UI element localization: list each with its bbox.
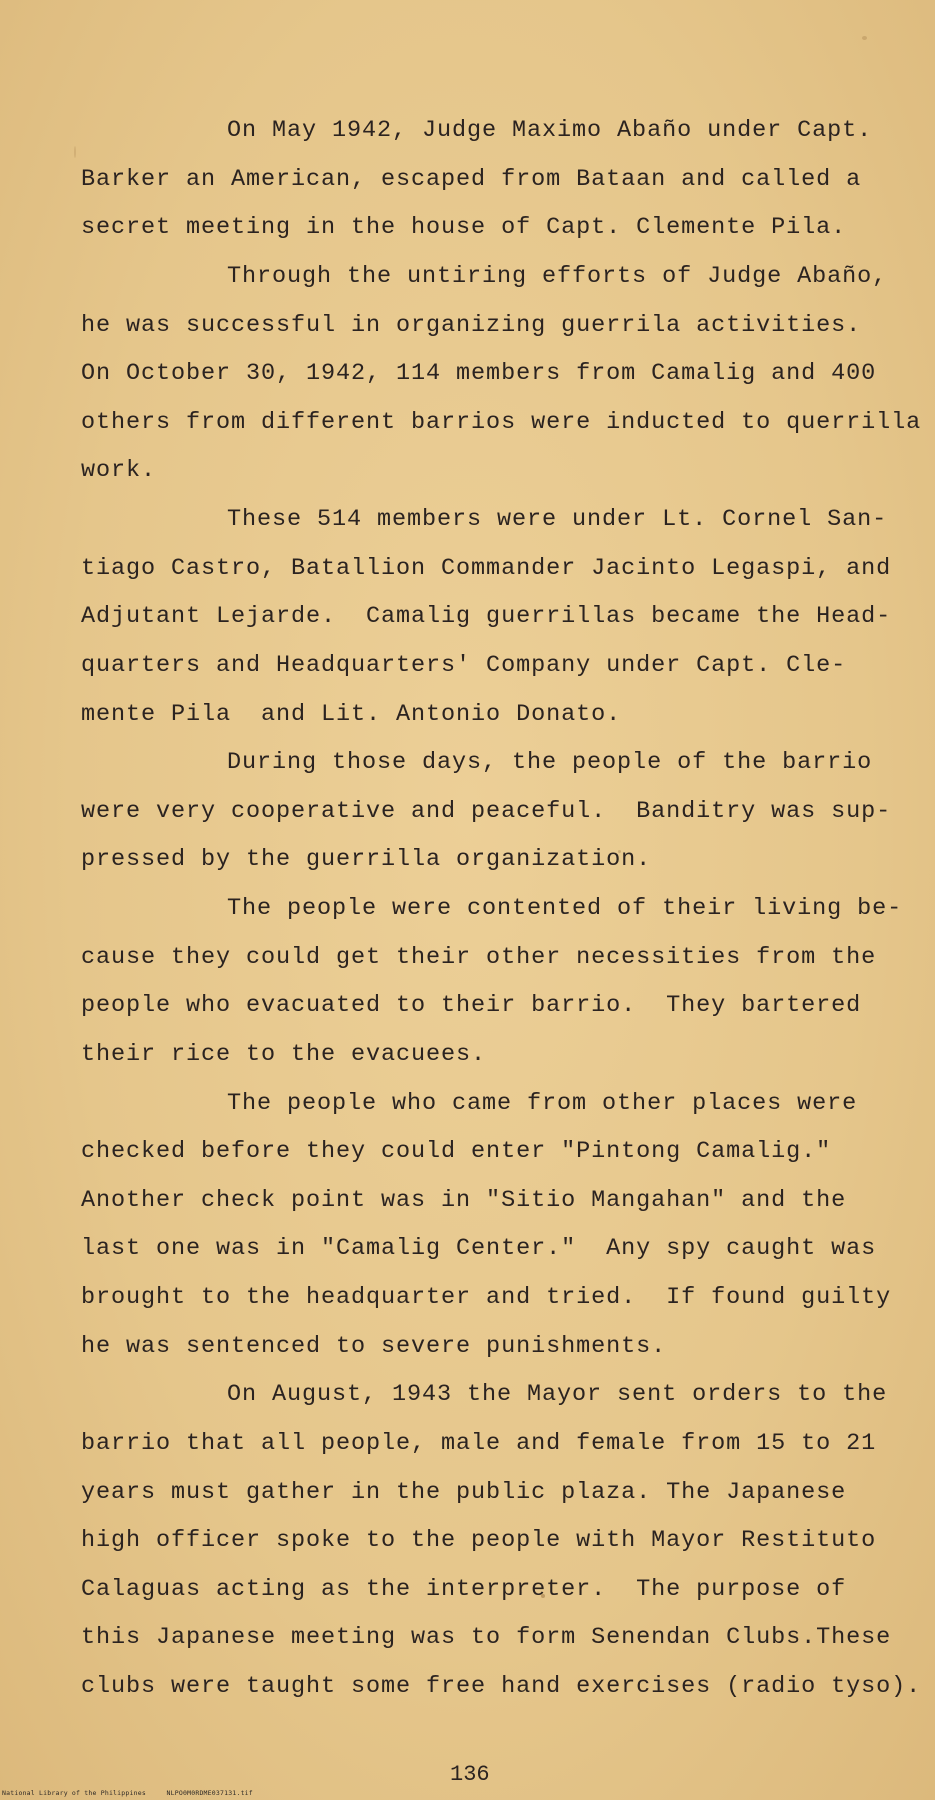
text-line: this Japanese meeting was to form Senendan Clubs.These: [81, 1624, 892, 1651]
text-line: he was sentenced to severe punishments.: [81, 1333, 667, 1360]
text-line: pressed by the guerrilla organization.: [81, 846, 652, 873]
page-number: 136: [450, 1762, 490, 1787]
text-line: years must gather in the public plaza. The Japanese: [81, 1479, 847, 1506]
text-line: cause they could get their other necessities from the: [81, 944, 877, 971]
text-line: During those days, the people of the barrio: [227, 749, 873, 776]
text-line: high officer spoke to the people with Mayor Restituto: [81, 1527, 877, 1554]
text-line: tiago Castro, Batallion Commander Jacinto Legaspi, and: [81, 555, 892, 582]
text-line: were very cooperative and peaceful. Banditry was sup-: [81, 798, 892, 825]
text-line: barrio that all people, male and female from 15 to 21: [81, 1430, 877, 1457]
text-line: he was successful in organizing guerrila activities.: [81, 312, 862, 339]
text-line: On May 1942, Judge Maximo Abaño under Capt.: [227, 117, 873, 144]
text-line: quarters and Headquarters' Company under Capt. Cle-: [81, 652, 847, 679]
text-line: The people were contented of their living be-: [227, 895, 903, 922]
text-line: secret meeting in the house of Capt. Clemente Pila.: [81, 214, 847, 241]
text-line: Calaguas acting as the interpreter. The purpose of: [81, 1576, 847, 1603]
paper-speck: [74, 146, 76, 158]
text-line: checked before they could enter "Pintong Camalig.": [81, 1138, 832, 1165]
text-line: brought to the headquarter and tried. If found guilty: [81, 1284, 892, 1311]
text-line: Barker an American, escaped from Bataan and called a: [81, 166, 862, 193]
text-line: last one was in "Camalig Center." Any spy caught was: [81, 1235, 877, 1262]
text-line: On October 30, 1942, 114 members from Camalig and 400: [81, 360, 877, 387]
text-line: The people who came from other places were: [227, 1090, 858, 1117]
text-line: mente Pila and Lit. Antonio Donato.: [81, 701, 622, 728]
text-line: people who evacuated to their barrio. They bartered: [81, 992, 862, 1019]
paper-speck: [862, 36, 867, 40]
text-line: On August, 1943 the Mayor sent orders to the: [227, 1381, 888, 1408]
text-line: Another check point was in "Sitio Mangahan" and the: [81, 1187, 847, 1214]
text-line: their rice to the evacuees.: [81, 1041, 487, 1068]
text-line: Through the untiring efforts of Judge Abaño,: [227, 263, 888, 290]
text-line: others from different barrios were inducted to querrilla: [81, 409, 922, 436]
text-line: clubs were taught some free hand exercises (radio tyso).: [81, 1673, 922, 1700]
archive-footer: National Library of the Philippines NLPO0M0RDME037131.tif: [2, 1789, 253, 1797]
text-line: These 514 members were under Lt. Cornel San-: [227, 506, 888, 533]
text-line: work.: [81, 457, 157, 484]
text-line: Adjutant Lejarde. Camalig guerrillas became the Head-: [81, 603, 892, 630]
